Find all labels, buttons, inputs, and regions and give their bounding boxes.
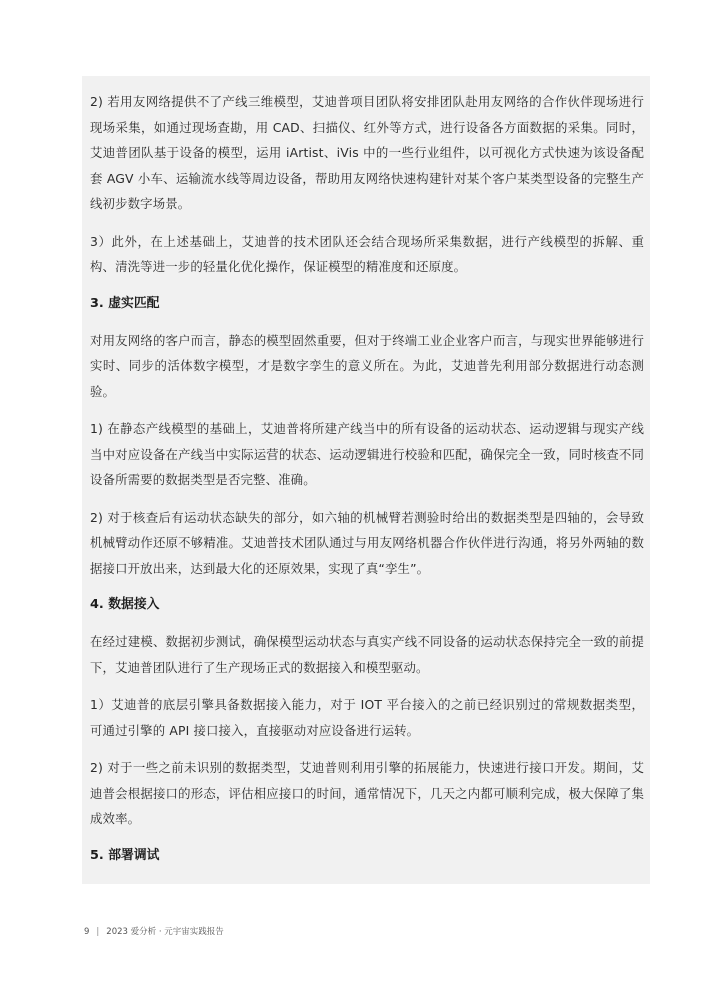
paragraph-data-access-intro: 在经过建模、数据初步测试，确保模型运动状态与真实产线不同设备的运动状态保持完全一致的前提下，艾迪普团队进行了生产现场正式的数据接入和模型驱动。 (90, 634, 644, 675)
paragraph-model-optimization: 3）此外，在上述基础上，艾迪普的技术团队还会结合现场所采集数据，进行产线模型的拆解、重构、清洗等进一步的轻量化优化操作，保证模型的精准度和还原度。 (90, 233, 644, 274)
paragraph-motion-verification: 1) 在静态产线模型的基础上，艾迪普将所建产线当中的所有设备的运动状态、运动逻辑与现实产线当中对应设备在产线当中实际运营的状态、运动逻辑进行校验和匹配，确保完全一致，同时核查不同设备所需要的数据类型是否完整、准确。 (90, 421, 644, 487)
section-heading-data-access: 4. 数据接入 (90, 597, 160, 612)
paragraph-dynamic-test-intro: 对用友网络的客户而言，静态的模型固然重要，但对于终端工业企业客户而言，与现实世界能够进行实时、同步的活体数字模型，才是数字孪生的意义所在。为此，艾迪普先利用部分数据进行动态测验。 (90, 332, 644, 399)
content-panel (82, 76, 650, 884)
paragraph-scene-collection: 2) 若用友网络提供不了产线三维模型，艾迪普项目团队将安排团队赴用友网络的合作伙伴现场进行现场采集，如通过现场查勘，用 CAD、扫描仪、红外等方式，进行设备各方面数据的采集。同时，艾迪普团队基于设备的模型，运用 iArtist、iVis 中的一些行业组件，以可视化方式快速为该设备配套 AGV 小车、运输流水线等周边设备，帮助用友网络快速构建针对某个客户某类型设备的完整生产线初步数字场景。 (90, 94, 644, 211)
page-footer (84, 925, 224, 937)
section-heading-virtual-real-matching: 3. 虚实匹配 (90, 295, 160, 311)
paragraph-engine-api-access: 1）艾迪普的底层引擎具备数据接入能力，对于 IOT 平台接入的之前已经识别过的常规数据类型， 可通过引擎的 API 接口接入，直接驱动对应设备进行运转。 (90, 697, 644, 738)
paragraph-interface-development: 2) 对于一些之前未识别的数据类型，艾迪普则利用引擎的拓展能力，快速进行接口开发。期间，艾迪普会根据接口的形态，评估相应接口的时间，通常情况下，几天之内都可顺利完成，极大保障了集成效率。 (90, 760, 644, 826)
footer-separator: | (96, 927, 100, 937)
page-number: 9 (84, 927, 90, 937)
section-heading-deployment: 5. 部署调试 (90, 847, 160, 863)
content-body (90, 89, 644, 880)
report-title: 2023 爱分析 · 元宇宙实践报告 (106, 927, 224, 937)
paragraph-axis-completion: 2) 对于核查后有运动状态缺失的部分，如六轴的机械臂若测验时给出的数据类型是四轴的，会导致机械臂动作还原不够精准。艾迪普技术团队通过与用友网络机器合作伙伴进行沟通，将另外两轴的数据接口开放出来，达到最大化的还原效果，实现了真“孪生”。 (90, 509, 644, 576)
